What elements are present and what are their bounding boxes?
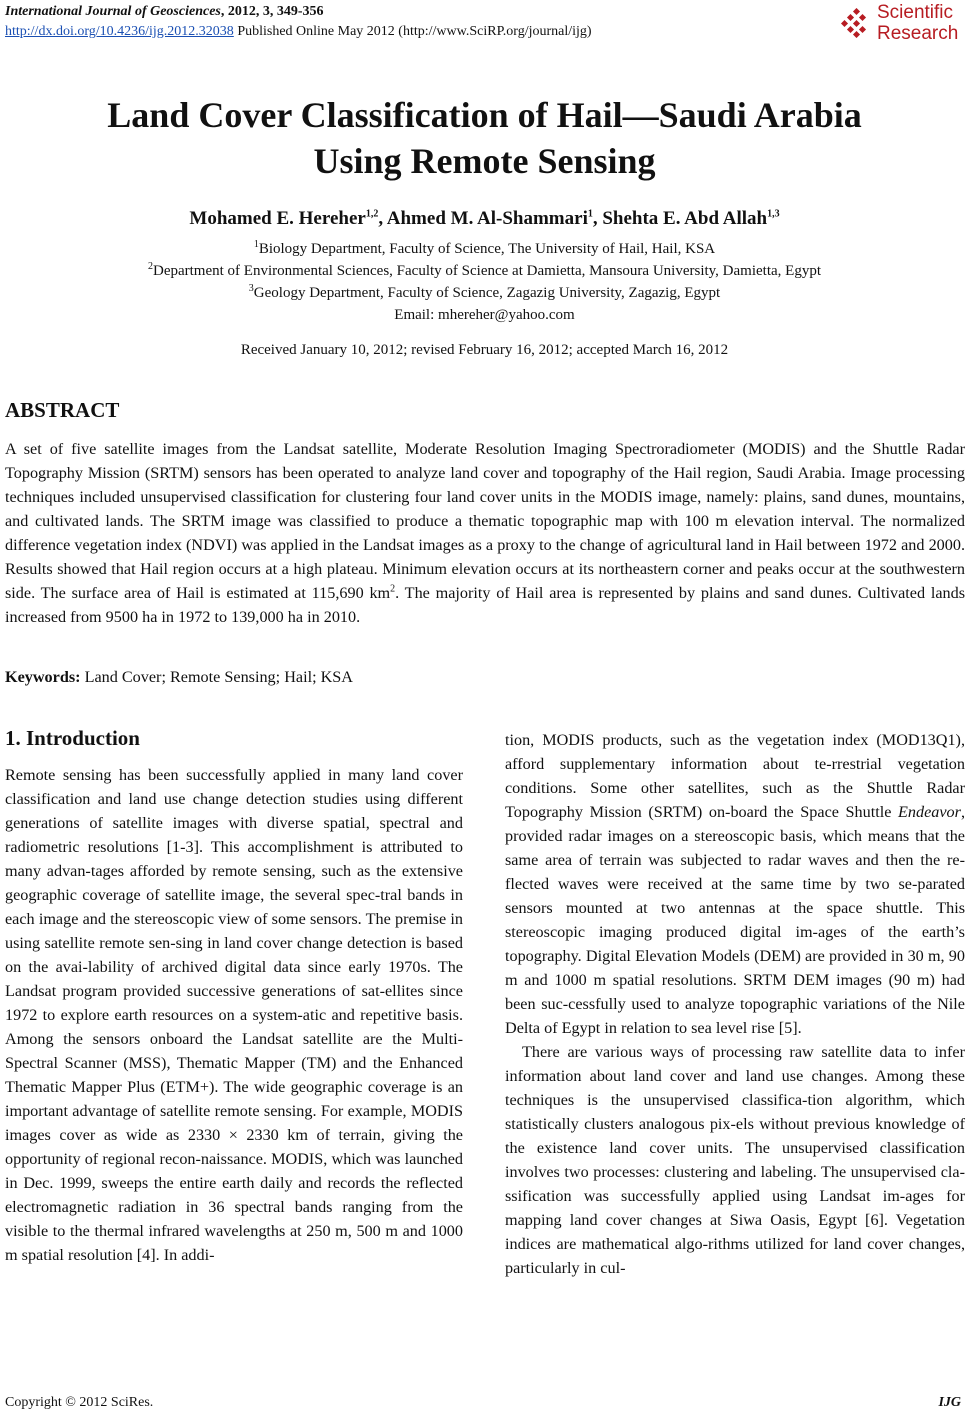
page-footer: [5, 1395, 961, 1411]
title-line-2: Using Remote Sensing: [313, 141, 656, 181]
scientific-research-logo-icon: [841, 8, 871, 38]
publisher-logo: [841, 2, 963, 44]
author-2: , Ahmed M. Al-Shammari: [378, 208, 588, 229]
intro-paragraph-1-continued: [505, 728, 965, 1040]
intro-paragraph-1: Remote sensing has been successfully applied in many land cover classification and land use change detection studies using different generations of satellite images with diverse spatial, spectral and radiometric resolutions [1-3]. This accomplishment is attributed to many advan-tages afforded by remote sensing, such as the extensive geographic coverage of satellite image, the several spec-tral bands in each image and the stereoscopic view of some sensors. The premise in using satellite remote sen-sing in land cover change detection is based on the avai-lability of archived digital data since early 1970s. The Landsat program provided successive generations of sat-ellites since 1972 to explore earth resources on a system-atic and repetitive basis. Among the sensors onboard the Landsat satellite are the Multi-Spectral Scanner (MSS), Thematic Mapper (TM) and the Enhanced Thematic Mapper Plus (ETM+). The wide geographic coverage is an important advantage of satellite remote sensing. For example, MODIS images cover as wide as 2330 × 2330 km of terrain, giving the opportunity of regional recon-naissance. MODIS, which was launched in Dec. 1999, sweeps the entire earth daily and records the reflected electromagnetic radiation in 36 spectral bands ranging from the visible to the thermal infrared wavelengths at 250 m, 500 m and 1000 m spatial resolution [4]. In addi-: [5, 766, 463, 1264]
author-1-affil: 1,2: [365, 208, 379, 220]
logo-text: [877, 2, 958, 44]
author-list: [0, 208, 969, 230]
received-dates: Received January 10, 2012; revised February 16, 2012; accepted March 16, 2012: [240, 342, 729, 358]
right-column: [505, 728, 965, 1280]
keywords-text: Land Cover; Remote Sensing; Hail; KSA: [80, 668, 353, 686]
abstract-text-part-2: . The majority of Hail area is represented by plains and sand dunes. Cultivated lands increased from 9500 ha in 1972 to 139,000 ha in 2010.: [5, 584, 965, 626]
title-line-1: Land Cover Classification of Hail—Saudi Arabia: [107, 95, 862, 135]
intro-continued-text-1: tion, MODIS products, such as the vegetation index (MOD13Q1), afford supplementary information about te-rrestrial vegetation conditions. Some other satellites, such as the Shuttle Radar Topography Mission (SRTM) on-board the Space Shuttle: [505, 731, 965, 821]
affiliation-3-marker: 3: [248, 283, 254, 294]
logo-line-1: Scientific: [877, 2, 954, 23]
contact-email: Email: mhereher@yahoo.com: [394, 307, 575, 323]
keywords-label: Keywords:: [5, 668, 81, 686]
journal-name: International Journal of Geosciences: [5, 4, 221, 19]
doi-link[interactable]: http://dx.doi.org/10.4236/ijg.2012.32038: [5, 24, 234, 39]
keywords: [5, 668, 353, 687]
abstract-superscript: 2: [390, 583, 396, 595]
author-2-affil: 1: [587, 208, 593, 220]
affiliation-2-marker: 2: [148, 261, 153, 272]
affiliation-2: [0, 260, 969, 282]
copyright: Copyright © 2012 SciRes.: [5, 1395, 154, 1410]
author-3-affil: 1,3: [767, 208, 780, 220]
paper-title: [0, 92, 969, 184]
journal-volume: , 2012, 3, 349-356: [220, 4, 324, 19]
abstract-heading: ABSTRACT: [5, 398, 120, 422]
left-column: [5, 763, 463, 1267]
affiliation-1: [0, 238, 969, 260]
abstract-text-part-1: A set of five satellite images from the Landsat satellite, Moderate Resolution Imaging Spectroradiometer (MODIS) and the Shuttle Radar Topography Mission (SRTM) sensors has been operated to analyze land cover and topography of the Hail region, Saudi Arabia. Image processing techniques included unsupervised classification for clustering four land cover units in the MODIS image, namely: plains, sand dunes, mountains, and cultivated lands. The SRTM image was classified to produce a thematic topographic map with 100 m elevation interval. The normalized difference vegetation index (NDVI) was applied in the Landsat images as a proxy to the change of agricultural land in Hail between 1972 and 2000. Results showed that Hail region occurs at a high plateau. Minimum elevation occurs at its northeastern corner and peaks occur at the southwestern side. The surface area of Hail is estimated at 115,690 km: [5, 440, 965, 602]
author-1: Mohamed E. Hereher: [189, 208, 366, 229]
intro-continued-italic: Endeavor: [898, 803, 961, 821]
affiliations: [0, 238, 969, 326]
affiliation-1-text: Biology Department, Faculty of Science, The University of Hail, Hail, KSA: [258, 241, 716, 257]
journal-abbreviation: IJG: [938, 1395, 961, 1410]
intro-paragraph-2: There are various ways of processing raw satellite data to infer information about land cover and land use changes. Among these techniques is the unsupervised classifica-tion algorithm, which statistically clusters analogous pix-els without previous knowledge of the existence land cover units. The unsupervised classification involves two processes: clustering and labeling. The unsupervised cla-ssification was successfully applied using Landsat im-ages for mapping land cover changes at Siwa Oasis, Egypt [6]. Vegetation indices are mathematical algo-rithms utilized for land cover changes, particularly in cul-: [505, 1043, 965, 1277]
abstract-text: [5, 437, 965, 629]
author-3: , Shehta E. Abd Allah: [592, 208, 768, 229]
intro-continued-text-2: , provided radar images on a stereoscopic basis, which means that the same area of terrain was subjected to radar waves and then the re-flected waves were received at the same time by two se-parated sensors mounted at two antennas at the space shuttle. This stereoscopic imaging produced digital im-ages of the earth’s topography. Digital Elevation Models (DEM) are provided in 30 m, 90 m and 1000 m spatial resolutions. SRTM DEM images (90 m) had been suc-cessfully used to analyze topographic variations of the Nile Delta of Egypt in relation to sea level rise [5].: [505, 803, 965, 1037]
affiliation-2-text: Department of Environmental Sciences, Faculty of Science at Damietta, Mansoura University, Damietta, Egypt: [153, 263, 821, 279]
affiliation-3-text: Geology Department, Faculty of Science, Zagazig University, Zagazig, Egypt: [253, 285, 721, 301]
section-heading-introduction: 1. Introduction: [5, 726, 140, 750]
logo-line-2: Research: [877, 23, 959, 44]
affiliation-1-marker: 1: [253, 239, 259, 250]
journal-header: [5, 2, 592, 42]
published-info: Published Online May 2012 (http://www.SciRP.org/journal/ijg): [233, 24, 592, 39]
affiliation-3: [0, 282, 969, 304]
